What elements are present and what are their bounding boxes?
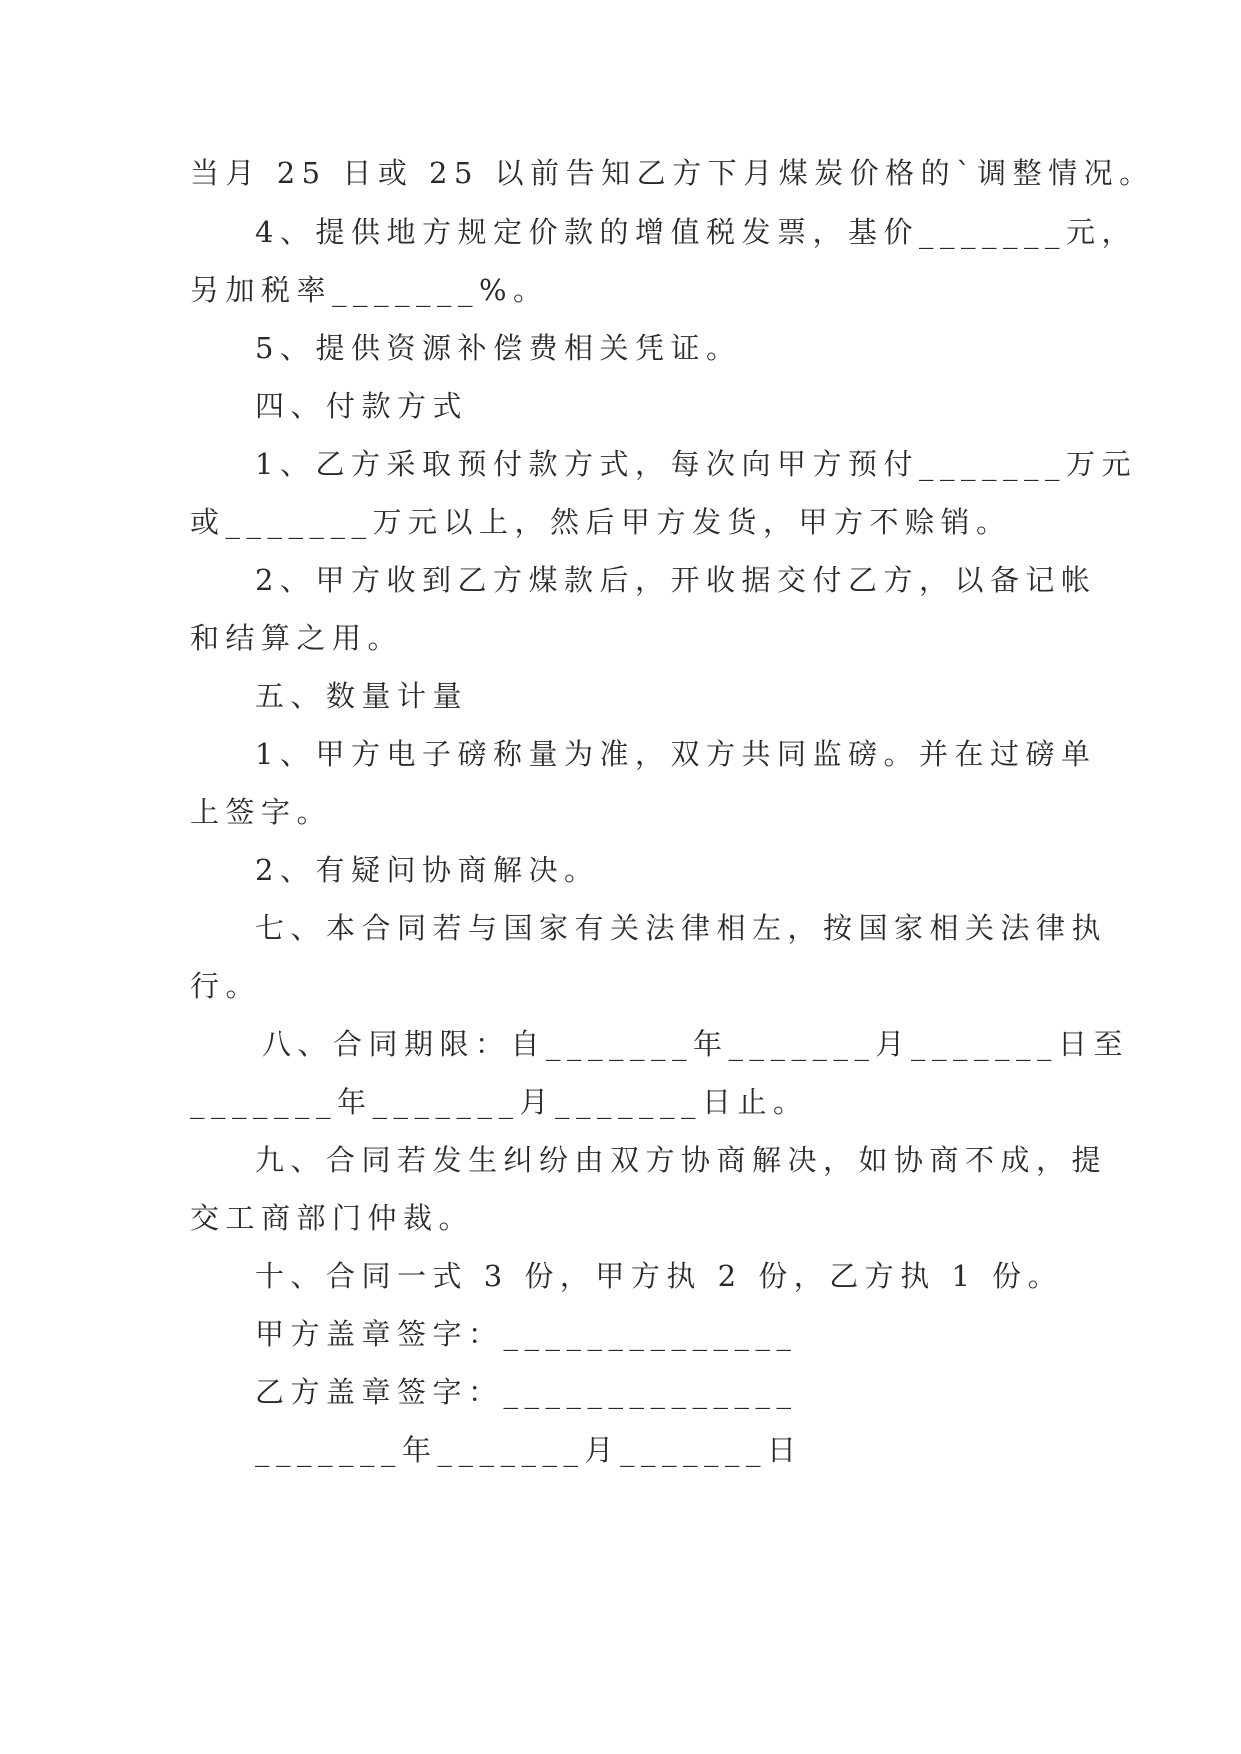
text-line: 5、提供资源补偿费相关凭证。	[255, 331, 742, 365]
signature-line-party-a: 甲方盖章签字：______________	[255, 1317, 798, 1351]
date-line: _______年_______月_______日	[255, 1433, 803, 1467]
text-line: 1、甲方电子磅称量为准，双方共同监磅。并在过磅单	[255, 737, 1097, 771]
text-line: 上签字。	[190, 795, 333, 829]
text-line: 2、有疑问协商解决。	[255, 853, 600, 887]
text-line: 或_______万元以上，然后甲方发货，甲方不赊销。	[190, 505, 1012, 539]
text-line: 当月 25 日或 25 以前告知乙方下月煤炭价格的`调整情况。	[190, 156, 1155, 190]
text-line: 九、合同若发生纠纷由双方协商解决，如协商不成，提	[255, 1143, 1108, 1177]
text-line: 和结算之用。	[190, 621, 404, 655]
text-line: 另加税率_______%。	[190, 273, 549, 307]
section-heading: 四、付款方式	[255, 389, 469, 423]
text-line: 1、乙方采取预付款方式，每次向甲方预付_______万元	[255, 447, 1137, 481]
text-line: 4、提供地方规定价款的增值税发票，基价_______元，	[255, 215, 1137, 249]
text-line: 十、合同一式 3 份，甲方执 2 份，乙方执 1 份。	[255, 1259, 1064, 1293]
text-line: 八、合同期限：自_______年_______月_______日至	[262, 1027, 1130, 1061]
text-line: _______年_______月_______日止。	[190, 1085, 809, 1119]
signature-line-party-b: 乙方盖章签字：______________	[255, 1375, 798, 1409]
text-line: 七、本合同若与国家有关法律相左，按国家相关法律执	[255, 911, 1108, 945]
text-line: 行。	[190, 969, 262, 1003]
text-line: 交工商部门仲裁。	[190, 1201, 475, 1235]
text-line: 2、甲方收到乙方煤款后，开收据交付乙方，以备记帐	[255, 563, 1097, 597]
section-heading: 五、数量计量	[255, 679, 469, 713]
